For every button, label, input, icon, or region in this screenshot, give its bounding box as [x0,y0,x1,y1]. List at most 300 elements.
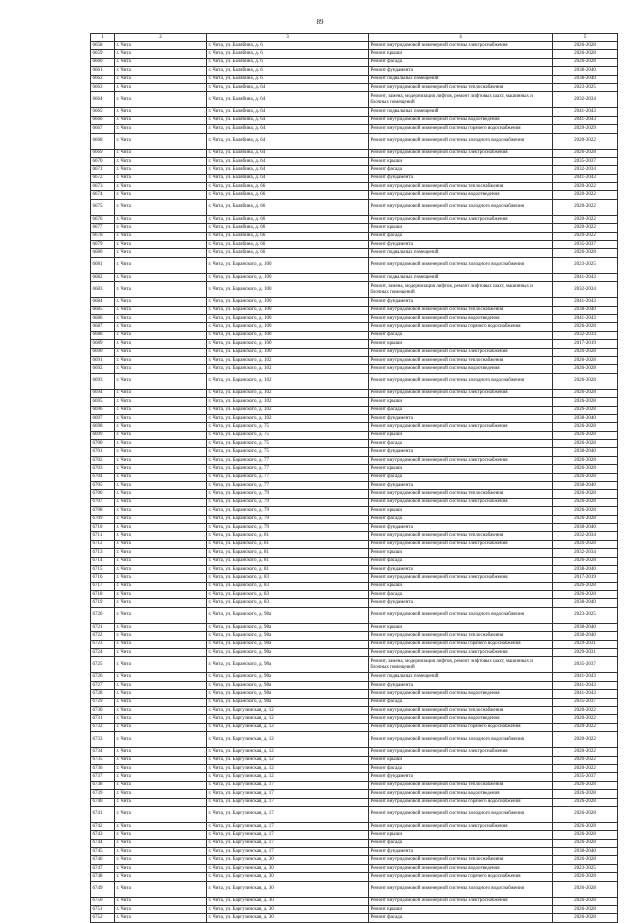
work-type-cell: Ремонт фасада [369,406,553,414]
locality-cell: г. Чита [115,348,207,356]
locality-cell: г. Чита [115,523,207,531]
work-type-cell: Ремонт фасада [369,764,553,772]
address-cell: г. Чита, ул. Балябина, д. 64 [207,133,369,149]
work-type-cell: Ремонт крыши [369,157,553,165]
locality-cell: г. Чита [115,465,207,473]
work-type-cell: Ремонт внутридомовой инженерной системы электроснабжения [369,649,553,657]
table-row [91,582,618,590]
address-cell: г. Чита, ул. Баранского, д. 102 [207,398,369,406]
address-cell: г. Чита, ул. Баранского, д. 102 [207,389,369,397]
address-cell: г. Чита, ул. Балябина, д. 64 [207,92,369,108]
row-number: 6733 [91,732,115,748]
work-type-cell: Ремонт внутридомовой инженерной системы электроснабжения [369,456,553,464]
work-type-cell: Ремонт фундамента [369,298,553,306]
table-row [91,649,618,657]
work-type-cell: Ремонт внутридомовой инженерной системы горячего водоснабжения [369,640,553,648]
work-type-cell: Ремонт внутридомовой инженерной системы теплоснабжения [369,856,553,864]
address-cell: г. Чита, ул. Балябина, д. 64 [207,116,369,124]
period-cell: 2026-2028 [553,873,618,881]
work-type-cell: Ремонт фундамента [369,448,553,456]
address-cell: г. Чита, ул. Баранского, д. 98а [207,649,369,657]
address-cell: г. Чита, ул. Баранского, д. 98а [207,690,369,698]
locality-cell: г. Чита [115,340,207,348]
row-number: 6681 [91,257,115,273]
locality-cell: г. Чита [115,331,207,339]
locality-cell: г. Чита [115,423,207,431]
period-cell: 2026-2028 [553,781,618,789]
work-type-cell: Ремонт внутридомовой инженерной системы теплоснабжения [369,707,553,715]
period-cell: 2026-2028 [553,406,618,414]
row-number: 6710 [91,523,115,531]
address-cell: г. Чита, ул. Балябина, д. 64 [207,174,369,182]
row-number: 6722 [91,632,115,640]
table-row [91,414,618,422]
locality-cell: г. Чита [115,108,207,116]
address-cell: г. Чита, ул. Балябина, д. 64 [207,166,369,174]
address-cell: г. Чита, ул. Балябина, д. 66 [207,199,369,215]
work-type-cell: Ремонт внутридомовой инженерной системы водоотведения [369,715,553,723]
period-cell: 2041-2043 [553,298,618,306]
table-row [91,681,618,689]
row-number: 6702 [91,456,115,464]
period-cell: 2020-2022 [553,715,618,723]
table-row [91,723,618,731]
row-number: 6663 [91,83,115,91]
locality-cell: г. Чита [115,540,207,548]
period-cell: 2026-2028 [553,790,618,798]
locality-cell: г. Чита [115,831,207,839]
work-type-cell: Ремонт подвальных помещений [369,75,553,83]
table-row [91,398,618,406]
work-type-cell: Ремонт крыши [369,507,553,515]
row-number: 6706 [91,490,115,498]
period-cell: 2026-2028 [553,58,618,66]
locality-cell: г. Чита [115,698,207,706]
row-number: 6669 [91,149,115,157]
work-type-cell: Ремонт внутридомовой инженерной системы электроснабжения [369,540,553,548]
locality-cell: г. Чита [115,549,207,557]
period-cell: 2026-2028 [553,881,618,897]
row-number: 6684 [91,298,115,306]
work-type-cell: Ремонт фасада [369,591,553,599]
row-number: 6693 [91,373,115,389]
table-row [91,565,618,573]
column-header: 1 [91,34,115,42]
period-cell: 2026-2028 [553,465,618,473]
table-row [91,108,618,116]
address-cell: г. Чита, ул. Баргузинская, д. 12 [207,764,369,772]
address-cell: г. Чита, ул. Балябина, д. 64 [207,149,369,157]
address-cell: г. Чита, ул. Баргузинская, д. 17 [207,822,369,830]
period-cell: 2035-2037 [553,698,618,706]
row-number: 6658 [91,42,115,50]
work-type-cell: Ремонт внутридомовой инженерной системы водоотведения [369,864,553,872]
row-number: 6677 [91,224,115,232]
table-row [91,273,618,281]
work-type-cell: Ремонт фасада [369,440,553,448]
locality-cell: г. Чита [115,282,207,298]
table-row [91,465,618,473]
row-number: 6709 [91,515,115,523]
address-cell: г. Чита, ул. Баргузинская, д. 12 [207,748,369,756]
period-cell: 2020-2022 [553,199,618,215]
locality-cell: г. Чита [115,490,207,498]
period-cell: 2020-2022 [553,232,618,240]
work-type-cell: Ремонт фундамента [369,67,553,75]
period-cell: 2026-2028 [553,906,618,914]
row-number: 6676 [91,215,115,223]
period-cell: 2026-2028 [553,498,618,506]
work-type-cell: Ремонт внутридомовой инженерной системы теплоснабжения [369,356,553,364]
row-number: 6740 [91,798,115,806]
period-cell: 2026-2028 [553,431,618,439]
locality-cell: г. Чита [115,748,207,756]
locality-cell: г. Чита [115,406,207,414]
row-number: 6746 [91,856,115,864]
locality-cell: г. Чита [115,781,207,789]
row-number: 6737 [91,773,115,781]
table-row [91,174,618,182]
work-type-cell: Ремонт фасада [369,557,553,565]
address-cell: г. Чита, ул. Баранского, д. 77 [207,465,369,473]
locality-cell: г. Чита [115,599,207,607]
work-type-cell: Ремонт внутридомовой инженерной системы горячего водоснабжения [369,798,553,806]
locality-cell: г. Чита [115,42,207,50]
row-number: 6672 [91,174,115,182]
work-type-cell: Ремонт внутридомовой инженерной системы теплоснабжения [369,83,553,91]
address-cell: г. Чита, ул. Балябина, д. 66 [207,249,369,257]
table-row [91,856,618,864]
address-cell: г. Чита, ул. Балябина, д. 6 [207,42,369,50]
period-cell: 2026-2028 [553,473,618,481]
row-number: 6720 [91,607,115,623]
page-number: 89 [316,18,324,26]
period-cell: 2041-2043 [553,314,618,322]
address-cell: г. Чита, ул. Баргузинская, д. 12 [207,723,369,731]
work-type-cell: Ремонт крыши [369,623,553,631]
work-type-cell: Ремонт подвальных помещений [369,249,553,257]
table-row [91,881,618,897]
table-row [91,690,618,698]
table-row [91,183,618,191]
repair-schedule-table [90,33,618,923]
locality-cell: г. Чита [115,715,207,723]
period-cell: 2038-2040 [553,632,618,640]
work-type-cell: Ремонт фасада [369,232,553,240]
period-cell: 2038-2040 [553,523,618,531]
table-row [91,657,618,673]
locality-cell: г. Чита [115,482,207,490]
locality-cell: г. Чита [115,498,207,506]
locality-cell: г. Чита [115,431,207,439]
row-number: 6731 [91,715,115,723]
locality-cell: г. Чита [115,373,207,389]
address-cell: г. Чита, ул. Балябина, д. 6 [207,50,369,58]
work-type-cell: Ремонт подвальных помещений [369,273,553,281]
row-number: 6692 [91,365,115,373]
period-cell: 2038-2040 [553,306,618,314]
locality-cell: г. Чита [115,773,207,781]
table-row [91,448,618,456]
address-cell: г. Чита, ул. Баранского, д. 102 [207,414,369,422]
locality-cell: г. Чита [115,623,207,631]
period-cell: 2032-2034 [553,549,618,557]
work-type-cell: Ремонт фасада [369,839,553,847]
locality-cell: г. Чита [115,649,207,657]
work-type-cell: Ремонт внутридомовой инженерной системы холодного водоснабжения [369,881,553,897]
row-number: 6673 [91,183,115,191]
address-cell: г. Чита, ул. Баргузинская, д. 12 [207,732,369,748]
address-cell: г. Чита, ул. Баранского, д. 98а [207,623,369,631]
column-header: 2 [115,34,207,42]
table-row [91,241,618,249]
work-type-cell: Ремонт фундамента [369,414,553,422]
period-cell: 2017-2019 [553,340,618,348]
locality-cell: г. Чита [115,298,207,306]
locality-cell: г. Чита [115,574,207,582]
period-cell: 2026-2028 [553,348,618,356]
row-number: 6750 [91,897,115,905]
period-cell: 2029-2029 [553,125,618,133]
locality-cell: г. Чита [115,448,207,456]
address-cell: г. Чита, ул. Балябина, д. 66 [207,183,369,191]
row-number: 6727 [91,681,115,689]
address-cell: г. Чита, ул. Баргузинская, д. 17 [207,781,369,789]
row-number: 6697 [91,414,115,422]
work-type-cell: Ремонт внутридомовой инженерной системы холодного водоснабжения [369,373,553,389]
row-number: 6686 [91,314,115,322]
locality-cell: г. Чита [115,398,207,406]
locality-cell: г. Чита [115,365,207,373]
table-row [91,389,618,397]
period-cell: 2032-2034 [553,282,618,298]
address-cell: г. Чита, ул. Баргузинская, д. 12 [207,707,369,715]
address-cell: г. Чита, ул. Баранского, д. 79 [207,490,369,498]
work-type-cell: Ремонт внутридомовой инженерной системы холодного водоснабжения [369,257,553,273]
row-number: 6695 [91,398,115,406]
table-body [91,42,618,923]
work-type-cell: Ремонт крыши [369,431,553,439]
locality-cell: г. Чита [115,515,207,523]
work-type-cell: Ремонт внутридомовой инженерной системы электроснабжения [369,42,553,50]
address-cell: г. Чита, ул. Баргузинская, д. 30 [207,856,369,864]
table-row [91,92,618,108]
period-cell: 2041-2043 [553,174,618,182]
address-cell: г. Чита, ул. Балябина, д. 64 [207,125,369,133]
locality-cell: г. Чита [115,125,207,133]
table-row [91,440,618,448]
address-cell: г. Чита, ул. Баргузинская, д. 30 [207,914,369,922]
locality-cell: г. Чита [115,864,207,872]
work-type-cell: Ремонт внутридомовой инженерной системы электроснабжения [369,149,553,157]
locality-cell: г. Чита [115,356,207,364]
locality-cell: г. Чита [115,848,207,856]
locality-cell: г. Чита [115,149,207,157]
work-type-cell: Ремонт внутридомовой инженерной системы теплоснабжения [369,490,553,498]
period-cell: 2020-2022 [553,748,618,756]
locality-cell: г. Чита [115,507,207,515]
work-type-cell: Ремонт фундамента [369,599,553,607]
period-cell: 2023-2025 [553,257,618,273]
period-cell: 2032-2034 [553,532,618,540]
table-row [91,365,618,373]
address-cell: г. Чита, ул. Балябина, д. 6 [207,75,369,83]
period-cell: 2020-2022 [553,707,618,715]
period-cell: 2020-2022 [553,191,618,199]
work-type-cell: Ремонт крыши [369,549,553,557]
period-cell: 2026-2028 [553,540,618,548]
address-cell: г. Чита, ул. Баранского, д. 100 [207,323,369,331]
table-row [91,640,618,648]
period-cell: 2026-2028 [553,323,618,331]
table-row [91,282,618,298]
locality-cell: г. Чита [115,157,207,165]
row-number: 6703 [91,465,115,473]
row-number: 6714 [91,557,115,565]
table-row [91,490,618,498]
work-type-cell: Ремонт, замена, модернизация лифтов, ремонт лифтовых шахт, машинных и блочных помещений [369,92,553,108]
address-cell: г. Чита, ул. Баргузинская, д. 30 [207,881,369,897]
address-cell: г. Чита, ул. Баргузинская, д. 17 [207,806,369,822]
period-cell: 2032-2034 [553,92,618,108]
period-cell: 2035-2037 [553,773,618,781]
table-row [91,215,618,223]
period-cell: 2035-2037 [553,241,618,249]
table-row [91,232,618,240]
address-cell: г. Чита, ул. Баргузинская, д. 17 [207,798,369,806]
period-cell: 2023-2025 [553,83,618,91]
column-header: 5 [553,34,618,42]
period-cell: 2041-2043 [553,681,618,689]
address-cell: г. Чита, ул. Баранского, д. 75 [207,448,369,456]
address-cell: г. Чита, ул. Баргузинская, д. 17 [207,839,369,847]
address-cell: г. Чита, ул. Баранского, д. 100 [207,306,369,314]
work-type-cell: Ремонт внутридомовой инженерной системы теплоснабжения [369,532,553,540]
period-cell: 2026-2028 [553,839,618,847]
period-cell: 2032-2034 [553,166,618,174]
locality-cell: г. Чита [115,607,207,623]
work-type-cell: Ремонт внутридомовой инженерной системы горячего водоснабжения [369,125,553,133]
address-cell: г. Чита, ул. Баранского, д. 79 [207,507,369,515]
work-type-cell: Ремонт фундамента [369,523,553,531]
table-row [91,873,618,881]
address-cell: г. Чита, ул. Балябина, д. 64 [207,157,369,165]
table-row [91,116,618,124]
address-cell: г. Чита, ул. Баргузинская, д. 12 [207,715,369,723]
work-type-cell: Ремонт крыши [369,756,553,764]
locality-cell: г. Чита [115,914,207,922]
period-cell: 2041-2043 [553,673,618,681]
address-cell: г. Чита, ул. Баранского, д. 83 [207,591,369,599]
work-type-cell: Ремонт крыши [369,906,553,914]
period-cell: 2038-2040 [553,848,618,856]
table-row [91,67,618,75]
table-row [91,607,618,623]
locality-cell: г. Чита [115,798,207,806]
row-number: 6726 [91,673,115,681]
table-row [91,707,618,715]
period-cell: 2035-2037 [553,157,618,165]
row-number: 6711 [91,532,115,540]
period-cell: 2026-2028 [553,515,618,523]
row-number: 6707 [91,498,115,506]
address-cell: г. Чита, ул. Баранского, д. 102 [207,373,369,389]
locality-cell: г. Чита [115,473,207,481]
table-row [91,125,618,133]
locality-cell: г. Чита [115,822,207,830]
address-cell: г. Чита, ул. Баранского, д. 83 [207,574,369,582]
address-cell: г. Чита, ул. Баранского, д. 81 [207,532,369,540]
locality-cell: г. Чита [115,440,207,448]
period-cell: 2026-2028 [553,149,618,157]
locality-cell: г. Чита [115,273,207,281]
table-row [91,822,618,830]
work-type-cell: Ремонт внутридомовой инженерной системы горячего водоснабжения [369,723,553,731]
locality-cell: г. Чита [115,582,207,590]
work-type-cell: Ремонт фасада [369,166,553,174]
address-cell: г. Чита, ул. Баранского, д. 75 [207,431,369,439]
row-number: 6688 [91,331,115,339]
row-number: 6729 [91,698,115,706]
locality-cell: г. Чита [115,414,207,422]
locality-cell: г. Чита [115,75,207,83]
table-row [91,498,618,506]
locality-cell: г. Чита [115,83,207,91]
row-number: 6743 [91,831,115,839]
period-cell: 2041-2043 [553,116,618,124]
address-cell: г. Чита, ул. Баранского, д. 79 [207,523,369,531]
address-cell: г. Чита, ул. Баранского, д. 81 [207,540,369,548]
period-cell: 2026-2028 [553,50,618,58]
locality-cell: г. Чита [115,232,207,240]
table-row [91,574,618,582]
row-number: 6683 [91,282,115,298]
locality-cell: г. Чита [115,881,207,897]
work-type-cell: Ремонт внутридомовой инженерной системы водоотведения [369,314,553,322]
period-cell: 2020-2022 [553,215,618,223]
work-type-cell: Ремонт крыши [369,582,553,590]
locality-cell: г. Чита [115,756,207,764]
address-cell: г. Чита, ул. Баранского, д. 100 [207,348,369,356]
table-row [91,133,618,149]
period-cell: 2017-2019 [553,574,618,582]
locality-cell: г. Чита [115,314,207,322]
row-number: 6680 [91,249,115,257]
address-cell: г. Чита, ул. Баранского, д. 81 [207,565,369,573]
period-cell: 2041-2043 [553,690,618,698]
row-number: 6687 [91,323,115,331]
locality-cell: г. Чита [115,557,207,565]
period-cell: 2026-2028 [553,456,618,464]
locality-cell: г. Чита [115,199,207,215]
row-number: 6667 [91,125,115,133]
row-number: 6739 [91,790,115,798]
table-row [91,839,618,847]
period-cell: 2020-2022 [553,133,618,149]
row-number: 6660 [91,58,115,66]
locality-cell: г. Чита [115,657,207,673]
row-number: 6728 [91,690,115,698]
address-cell: г. Чита, ул. Балябина, д. 66 [207,232,369,240]
table-row [91,732,618,748]
table-row [91,482,618,490]
row-number: 6675 [91,199,115,215]
address-cell: г. Чита, ул. Баранского, д. 79 [207,515,369,523]
work-type-cell: Ремонт внутридомовой инженерной системы электроснабжения [369,498,553,506]
locality-cell: г. Чита [115,92,207,108]
table-row [91,897,618,905]
table-row [91,806,618,822]
